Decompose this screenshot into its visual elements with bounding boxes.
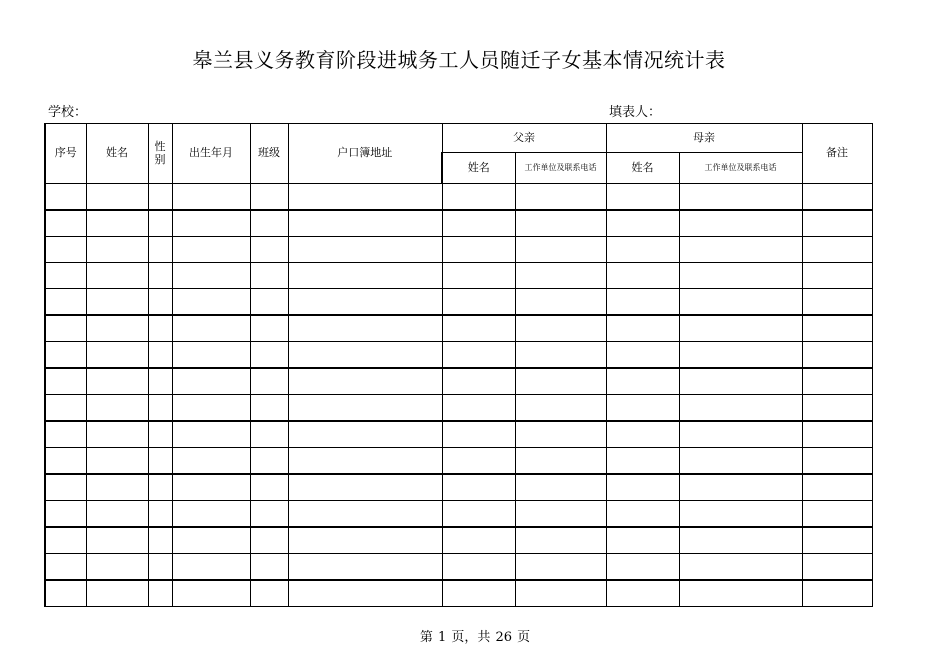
table-cell	[86, 474, 148, 501]
table-cell	[250, 263, 288, 289]
table-cell	[148, 263, 172, 289]
table-cell	[86, 289, 148, 316]
table-cell	[679, 184, 802, 211]
table-cell	[515, 184, 606, 211]
table-row	[45, 474, 872, 501]
table-row	[45, 368, 872, 395]
table-cell	[86, 554, 148, 581]
table-row	[45, 395, 872, 422]
table-cell	[802, 368, 872, 395]
table-cell	[442, 527, 515, 554]
table-cell	[86, 263, 148, 289]
table-cell	[250, 421, 288, 448]
table-row	[45, 448, 872, 475]
table-cell	[606, 342, 679, 369]
table-row	[45, 342, 872, 369]
table-cell	[288, 421, 442, 448]
table-cell	[802, 342, 872, 369]
table-cell	[679, 210, 802, 237]
table-cell	[148, 237, 172, 263]
header-sex-bottom: 别	[154, 152, 166, 166]
table-cell	[148, 184, 172, 211]
table-cell	[802, 448, 872, 475]
table-cell	[515, 501, 606, 528]
table-cell	[442, 237, 515, 263]
table-cell	[86, 421, 148, 448]
table-row	[45, 263, 872, 289]
table-cell	[802, 263, 872, 289]
table-cell	[679, 501, 802, 528]
table-cell	[442, 289, 515, 316]
table-cell	[148, 210, 172, 237]
table-cell	[515, 210, 606, 237]
table-cell	[86, 448, 148, 475]
table-cell	[45, 368, 86, 395]
table-cell	[679, 554, 802, 581]
table-cell	[172, 580, 250, 607]
table-row	[45, 421, 872, 448]
header-class: 班级	[250, 124, 288, 184]
table-cell	[250, 474, 288, 501]
table-cell	[802, 580, 872, 607]
table-cell	[515, 554, 606, 581]
header-mother-name: 姓名	[606, 153, 679, 184]
table-row	[45, 315, 872, 342]
table-cell	[45, 501, 86, 528]
table-cell	[288, 263, 442, 289]
table-cell	[172, 368, 250, 395]
header-birth: 出生年月	[172, 124, 250, 184]
table-cell	[86, 368, 148, 395]
table-cell	[172, 474, 250, 501]
table-cell	[442, 395, 515, 422]
table-cell	[250, 395, 288, 422]
table-cell	[442, 501, 515, 528]
table-cell	[606, 237, 679, 263]
table-row	[45, 210, 872, 237]
table-cell	[679, 263, 802, 289]
table-cell	[802, 395, 872, 422]
table-cell	[45, 342, 86, 369]
table-cell	[288, 448, 442, 475]
table-cell	[515, 368, 606, 395]
table-cell	[442, 554, 515, 581]
table-cell	[802, 210, 872, 237]
table-cell	[802, 421, 872, 448]
table-cell	[148, 527, 172, 554]
table-cell	[148, 580, 172, 607]
table-cell	[288, 580, 442, 607]
table-cell	[172, 263, 250, 289]
table-cell	[515, 448, 606, 475]
table-cell	[288, 368, 442, 395]
table-cell	[250, 289, 288, 316]
table-cell	[606, 315, 679, 342]
table-cell	[679, 527, 802, 554]
page-title: 皋兰县义务教育阶段进城务工人员随迁子女基本情况统计表	[192, 48, 726, 72]
table-cell	[442, 368, 515, 395]
table-cell	[148, 395, 172, 422]
table-cell	[288, 210, 442, 237]
table-cell	[606, 580, 679, 607]
table-cell	[679, 580, 802, 607]
table-cell	[442, 580, 515, 607]
table-cell	[442, 263, 515, 289]
table-cell	[45, 315, 86, 342]
table-cell	[442, 448, 515, 475]
table-cell	[442, 184, 515, 211]
table-cell	[86, 527, 148, 554]
table-cell	[45, 395, 86, 422]
table-cell	[172, 421, 250, 448]
table-row	[45, 501, 872, 528]
table-cell	[442, 474, 515, 501]
table-cell	[679, 448, 802, 475]
table-cell	[288, 342, 442, 369]
table-cell	[606, 289, 679, 316]
table-cell	[288, 395, 442, 422]
table-cell	[172, 501, 250, 528]
filler-label: 填表人：	[609, 105, 662, 120]
table-cell	[802, 315, 872, 342]
header-name: 姓名	[86, 124, 148, 184]
table-cell	[288, 527, 442, 554]
table-cell	[802, 474, 872, 501]
header-mother: 母亲	[606, 124, 802, 153]
table-cell	[288, 237, 442, 263]
table-row	[45, 580, 872, 607]
table-cell	[172, 342, 250, 369]
table-cell	[45, 554, 86, 581]
table-cell	[442, 315, 515, 342]
table-row	[45, 289, 872, 316]
table-cell	[45, 184, 86, 211]
table-cell	[45, 448, 86, 475]
table-cell	[250, 448, 288, 475]
table-cell	[172, 289, 250, 316]
table-cell	[172, 210, 250, 237]
table-cell	[148, 448, 172, 475]
table-cell	[250, 501, 288, 528]
page-indicator: 第 1 页，共 26 页	[419, 630, 531, 645]
table-cell	[679, 421, 802, 448]
table-cell	[148, 289, 172, 316]
table-cell	[288, 184, 442, 211]
table-cell	[172, 527, 250, 554]
table-cell	[515, 289, 606, 316]
table-cell	[679, 395, 802, 422]
table-cell	[45, 263, 86, 289]
table-cell	[148, 421, 172, 448]
table-cell	[250, 315, 288, 342]
table-cell	[679, 315, 802, 342]
table-cell	[515, 527, 606, 554]
header-sex	[148, 124, 172, 184]
table-cell	[250, 368, 288, 395]
table-cell	[172, 315, 250, 342]
table-cell	[172, 395, 250, 422]
table-cell	[45, 210, 86, 237]
table-cell	[250, 237, 288, 263]
table-row	[45, 237, 872, 263]
table-cell	[606, 527, 679, 554]
table-cell	[802, 501, 872, 528]
table-cell	[45, 289, 86, 316]
header-mother-work: 工作单位及联系电话	[679, 153, 802, 184]
table-cell	[515, 580, 606, 607]
table-cell	[288, 474, 442, 501]
table-cell	[86, 501, 148, 528]
table-cell	[86, 237, 148, 263]
table-cell	[515, 421, 606, 448]
table-row	[45, 554, 872, 581]
table-cell	[45, 527, 86, 554]
table-cell	[288, 315, 442, 342]
table-cell	[515, 395, 606, 422]
table-cell	[606, 474, 679, 501]
table-cell	[45, 421, 86, 448]
header-note: 备注	[802, 124, 872, 184]
table-cell	[148, 368, 172, 395]
table-cell	[606, 368, 679, 395]
table-cell	[802, 527, 872, 554]
school-label: 学校：	[48, 105, 88, 120]
table-cell	[606, 184, 679, 211]
table-row	[45, 184, 872, 211]
table-cell	[802, 237, 872, 263]
table-cell	[86, 395, 148, 422]
table-cell	[606, 395, 679, 422]
table-cell	[515, 237, 606, 263]
table-cell	[250, 527, 288, 554]
table-cell	[802, 289, 872, 316]
header-address: 户口簿地址	[288, 124, 442, 184]
table-cell	[606, 421, 679, 448]
table-cell	[86, 580, 148, 607]
table-cell	[172, 554, 250, 581]
table-cell	[606, 263, 679, 289]
table-cell	[442, 210, 515, 237]
table-cell	[45, 580, 86, 607]
table-cell	[288, 501, 442, 528]
table-cell	[515, 342, 606, 369]
table-cell	[802, 554, 872, 581]
table-cell	[86, 342, 148, 369]
table-cell	[515, 263, 606, 289]
table-cell	[679, 474, 802, 501]
table-cell	[45, 474, 86, 501]
table-cell	[288, 554, 442, 581]
table-cell	[148, 474, 172, 501]
table-cell	[250, 342, 288, 369]
table-cell	[679, 237, 802, 263]
table-cell	[250, 554, 288, 581]
table-cell	[515, 474, 606, 501]
header-father: 父亲	[442, 124, 606, 153]
table-cell	[148, 315, 172, 342]
table-cell	[606, 554, 679, 581]
table-cell	[172, 237, 250, 263]
header-father-work: 工作单位及联系电话	[515, 153, 606, 184]
table-cell	[250, 580, 288, 607]
table-cell	[802, 184, 872, 211]
table-cell	[606, 448, 679, 475]
table-cell	[148, 554, 172, 581]
header-seq: 序号	[45, 124, 86, 184]
header-father-name: 姓名	[442, 153, 515, 184]
table-cell	[442, 342, 515, 369]
table-cell	[45, 237, 86, 263]
table-cell	[515, 315, 606, 342]
table-cell	[606, 210, 679, 237]
table-cell	[86, 184, 148, 211]
table-cell	[679, 368, 802, 395]
table-cell	[679, 289, 802, 316]
table-cell	[148, 342, 172, 369]
table-cell	[606, 501, 679, 528]
table-cell	[250, 210, 288, 237]
table-cell	[442, 421, 515, 448]
table-cell	[288, 289, 442, 316]
table-cell	[86, 315, 148, 342]
table-cell	[148, 501, 172, 528]
table-cell	[86, 210, 148, 237]
table-cell	[172, 448, 250, 475]
table-row	[45, 527, 872, 554]
table-cell	[250, 184, 288, 211]
statistics-table	[44, 123, 873, 607]
header-sex-top: 性	[154, 139, 166, 153]
table-cell	[172, 184, 250, 211]
table-body	[45, 184, 872, 607]
table-cell	[679, 342, 802, 369]
